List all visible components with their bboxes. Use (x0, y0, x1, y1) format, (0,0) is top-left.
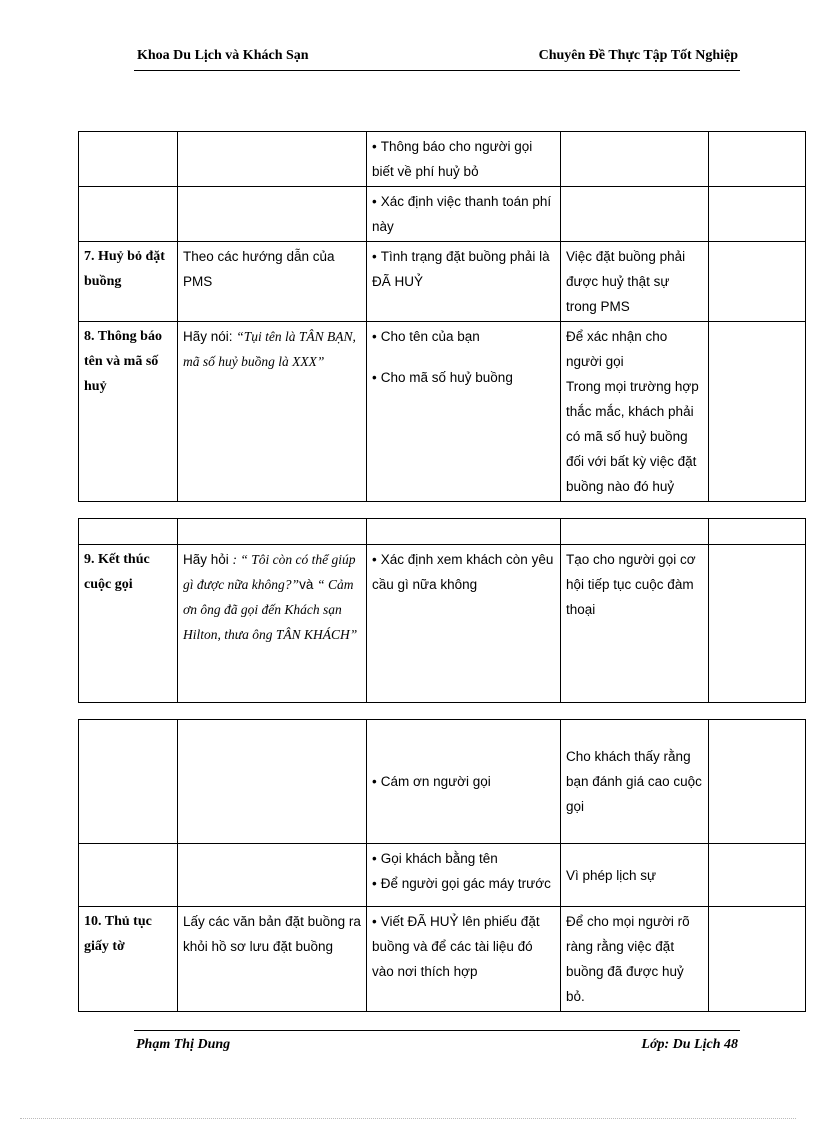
table-cell (367, 545, 561, 703)
table-cell (367, 519, 561, 545)
bullet-icon: • (372, 851, 377, 866)
table-cell: Lấy các văn bản đặt buồng ra khỏi hồ sơ lưu đặt buồng (178, 907, 367, 1012)
procedure-table-1 (78, 131, 806, 502)
cell-text: Để người gọi gác máy trước (380, 876, 551, 891)
table-cell (178, 519, 367, 545)
cell-text: Hãy nói: (183, 329, 237, 344)
table-row (79, 720, 806, 844)
table-cell (178, 545, 367, 703)
header-faculty: Khoa Du Lịch và Khách Sạn (137, 48, 309, 63)
table-cell (561, 132, 709, 187)
table-cell (709, 720, 806, 844)
table-cell (709, 519, 806, 545)
table-cell: Tạo cho người gọi cơ hội tiếp tục cuộc đàm thoại (561, 545, 709, 703)
table-cell: Việc đặt buồng phải được huỷ thật sự trong PMS (561, 242, 709, 322)
table-cell (367, 907, 561, 1012)
bullet-icon: • (372, 914, 377, 929)
quoted-script: “ Cảm ơn ông đã gọi đến Khách sạn Hilton, thưa ông TÂN KHÁCH” (183, 577, 358, 642)
step-label: 7. Huỷ bỏ đặt buồng (79, 242, 178, 322)
page-header (134, 48, 740, 71)
table-cell (709, 132, 806, 187)
cell-text: Cám ơn người gọi (380, 774, 491, 789)
table-cell (367, 720, 561, 844)
table-cell (79, 519, 178, 545)
step-label: 8. Thông báo tên và mã số huỷ (79, 322, 178, 502)
table-cell (561, 322, 709, 502)
table-cell (709, 844, 806, 907)
table-row (79, 187, 806, 242)
table-cell (367, 844, 561, 907)
table-cell (178, 720, 367, 844)
footer-author: Phạm Thị Dung (136, 1037, 231, 1052)
table-cell: Cho khách thấy rằng bạn đánh giá cao cuộc gọi (561, 720, 709, 844)
bullet-icon: • (372, 194, 377, 209)
cell-text: Để xác nhận cho người gọi (566, 329, 668, 369)
bullet-icon: • (372, 249, 377, 264)
cell-text: Thông báo cho người gọi biết về phí huỷ bỏ (372, 139, 533, 179)
cell-text: Xác định việc thanh toán phí này (372, 194, 552, 234)
table-cell (367, 187, 561, 242)
table-cell (178, 132, 367, 187)
table-cell (709, 907, 806, 1012)
step-label: 9. Kết thúc cuộc gọi (79, 545, 178, 703)
table-cell (709, 187, 806, 242)
table-row (79, 545, 806, 703)
bullet-icon: • (372, 370, 377, 385)
table-cell (79, 844, 178, 907)
table-cell (178, 844, 367, 907)
cell-text: Viết ĐÃ HUỶ lên phiếu đặt buồng và để các tài liệu đó vào nơi thích hợp (372, 914, 540, 979)
table-cell (367, 242, 561, 322)
bullet-icon: • (372, 552, 377, 567)
cell-text: Tình trạng đặt buồng phải là ĐÃ HUỶ (372, 249, 550, 289)
cell-text: Cho tên của bạn (380, 329, 480, 344)
table-cell: Để cho mọi người rõ ràng rằng việc đặt buồng đã được huỷ bỏ. (561, 907, 709, 1012)
bullet-icon: • (372, 139, 377, 154)
footer-class: Lớp: Du Lịch 48 (641, 1037, 738, 1052)
table-cell (367, 132, 561, 187)
quoted-script: “Tụi tên là TÂN BẠN, mã số huỷ buồng là XXX” (183, 329, 356, 369)
cell-text: Cho mã số huỷ buồng (380, 370, 513, 385)
cell-text: Xác định xem khách còn yêu cầu gì nữa không (372, 552, 554, 592)
step-label: 10. Thủ tục giấy tờ (79, 907, 178, 1012)
cell-text: Hãy hỏi (183, 552, 233, 567)
bullet-icon: • (372, 774, 377, 789)
table-cell (561, 187, 709, 242)
table-cell (79, 187, 178, 242)
table-cell: Theo các hướng dẫn của PMS (178, 242, 367, 322)
table-row (79, 907, 806, 1012)
table-cell (178, 322, 367, 502)
table-row (79, 519, 806, 545)
table-cell (709, 242, 806, 322)
table-cell: Vì phép lịch sự (561, 844, 709, 907)
bullet-icon: • (372, 329, 377, 344)
table-cell (709, 545, 806, 703)
table-cell (79, 720, 178, 844)
table-row (79, 322, 806, 502)
table-row (79, 844, 806, 907)
bullet-icon: • (372, 876, 377, 891)
page-edge-divider (20, 1118, 796, 1119)
table-cell (709, 322, 806, 502)
quoted-script: : “ Tôi còn có thể giúp gì được nữa không?” (183, 552, 356, 592)
table-row (79, 242, 806, 322)
table-row (79, 132, 806, 187)
table-cell (561, 519, 709, 545)
table-cell (79, 132, 178, 187)
table-cell (367, 322, 561, 502)
header-report-title: Chuyên Đề Thực Tập Tốt Nghiệp (538, 48, 738, 63)
table-cell (178, 187, 367, 242)
page-footer (134, 1030, 740, 1057)
cell-text: và (299, 577, 318, 592)
procedure-table-2 (78, 518, 806, 703)
procedure-table-3 (78, 719, 806, 1012)
cell-text: Gọi khách bằng tên (380, 851, 498, 866)
cell-text: Trong mọi trường hợp thắc mắc, khách phải có mã số huỷ buồng đối với bất kỳ việc đặt buồng nào đó huỷ (566, 379, 699, 494)
